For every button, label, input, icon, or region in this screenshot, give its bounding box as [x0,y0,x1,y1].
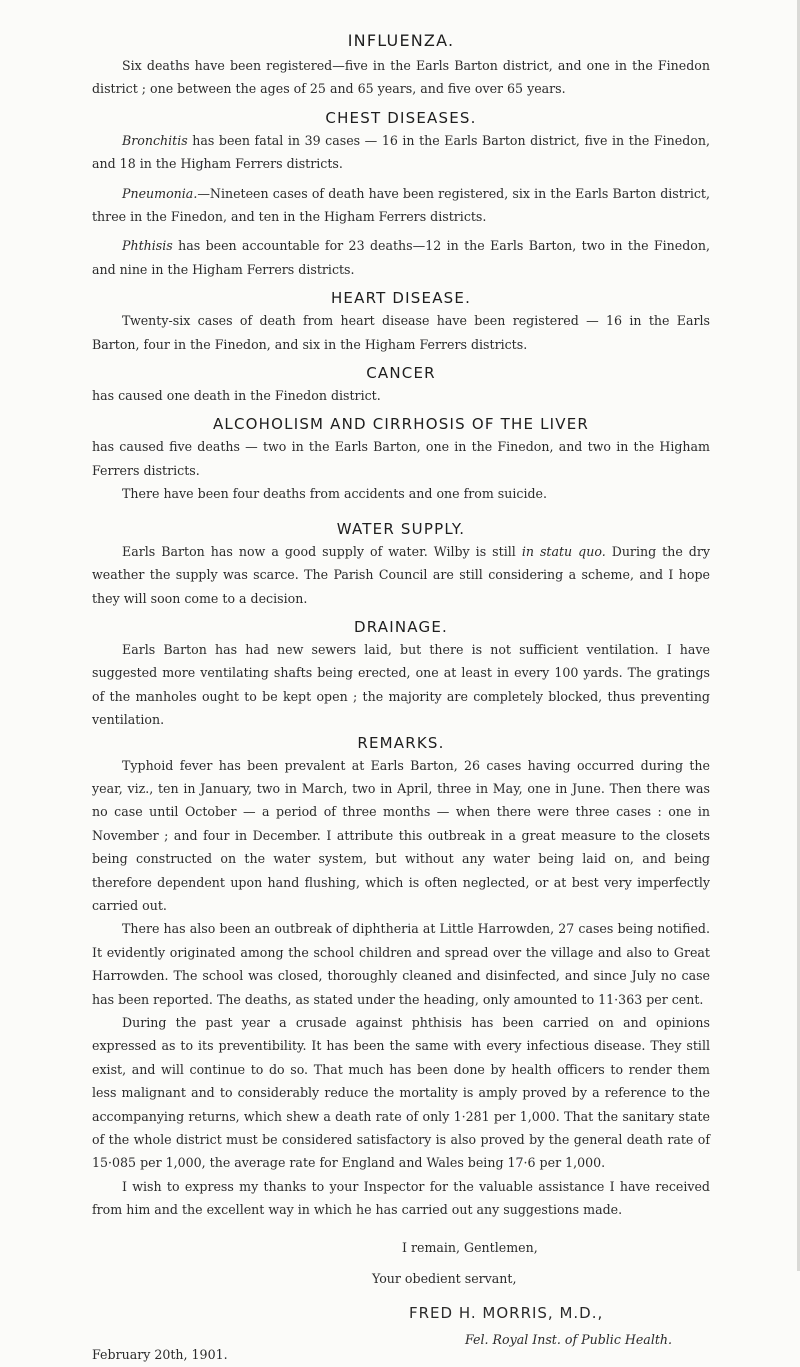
heading-heart-disease: HEART DISEASE. [330,289,472,308]
water-text-italic: in statu quo. [521,543,606,559]
heading-drainage: DRAINAGE. [354,617,448,636]
closing-servant: Your obedient servant, [372,1271,517,1287]
closing-block [92,1236,710,1367]
alcoholism-paragraph: has caused five deaths — two in the Earls Barton, one in the Finedon, and two in the Higham Ferrers districts. [92,439,710,478]
remarks-paragraph-4: I wish to express my thanks to your Inspector for the valuable assistance I have received from him and the excellent way in which he has carried out any suggestions made. [92,1178,710,1218]
remarks-paragraph-3: During the past year a crusade against phthisis has been carried on and opinions expressed as to its preventibility. It has been the same with every infectious disease. They still exist, and will continue to do so. That much has been done by health officers to render them less malignant and to considerably reduce the mortality is amply proved by a reference to the accompanying returns, which shew a death rate of only 1·281 per 1,000. That the sanitary state of the whole district must be considered satisfactory is also proved by the general death rate of 15·085 per 1,000, the average rate for England and Wales being 17·6 per 1,000. [92,1015,710,1171]
letter-date: February 20th, 1901. [92,1347,228,1363]
signature-title: Fel. Royal Inst. of Public Health. [465,1331,673,1347]
phthisis-text: has been accountable for 23 deaths—12 in the Earls Barton, two in the Finedon, and nine in the Higham Ferrers districts. [92,238,710,277]
heading-influenza: INFLUENZA. [347,31,455,50]
water-paragraph [92,540,710,610]
remarks-paragraph-2: There has also been an outbreak of diphtheria at Little Harrowden, 27 cases being notified. It evidently originated among the school children and spread over the village and also to Great Harrowden. The school was closed, thoroughly cleaned and disinfected, and since July no case has been reported. The deaths, as stated under the heading, only amounted to 11·363 per cent. [92,921,710,1007]
bronchitis-text: has been fatal in 39 cases — 16 in the Earls Barton district, five in the Finedon, and 18 in the Higham Ferrers districts. [92,132,710,172]
accidents-paragraph: There have been four deaths from accidents and one from suicide. [122,486,547,502]
heading-chest-diseases: CHEST DISEASES. [325,108,477,127]
document-page [92,30,710,1367]
bronchitis-term: Bronchitis [122,132,188,148]
bronchitis-paragraph [92,129,710,176]
drainage-paragraph: Earls Barton has had new sewers laid, but there is not sufficient ventilation. I have suggested more ventilating shafts being erected, one at least in every 100 yards. The gratings of the manholes ought to be kept open ; the majority are completely blocked, thus preventing ventilation. [92,641,710,728]
pneumonia-term: Pneumonia. [122,185,198,201]
heading-remarks: REMARKS. [357,733,445,752]
signature-name: FRED H. MORRIS, M.D., [409,1304,604,1323]
water-text-b: During the dry weather the supply was scarce. The Parish Council are still considering a scheme, and I hope they will soon come to a decision. [92,543,711,606]
heading-cancer: CANCER [366,364,436,383]
closing-remain: I remain, Gentlemen, [402,1239,538,1255]
phthisis-paragraph [92,234,710,281]
influenza-paragraph: Six deaths have been registered—five in the Earls Barton district, and one in the Finedon district ; one between the ages of 25 and 65 years, and five over 65 years. [92,58,710,97]
pneumonia-paragraph [92,182,710,229]
pneumonia-text: —Nineteen cases of death have been registered, six in the Earls Barton district, three in the Finedon, and ten in the Higham Ferrers districts. [92,185,710,225]
heading-water-supply: WATER SUPPLY. [336,519,466,538]
phthisis-term: Phthisis [122,238,173,254]
heading-alcoholism: ALCOHOLISM AND CIRRHOSIS OF THE LIVER [212,415,590,434]
heart-paragraph: Twenty-six cases of death from heart disease have been registered — 16 in the Earls Barton, four in the Finedon, and six in the Higham Ferrers districts. [92,313,710,352]
cancer-paragraph: has caused one death in the Finedon district. [92,388,381,404]
water-text-a: Earls Barton has now a good supply of water. Wilby is still [122,543,522,559]
remarks-paragraph-1: Typhoid fever has been prevalent at Earls Barton, 26 cases having occurred during the year, viz., ten in January, two in March, two in April, three in May, one in June. Then there was no case until October — a period of three months — when there were three cases : one in November ; and four in December. I attribute this outbreak in a great measure to the closets being constructed on the water system, but without any water being laid on, and being therefore dependent upon hand flushing, which is often neglected, or at best very imperfectly carried out. [92,757,710,913]
